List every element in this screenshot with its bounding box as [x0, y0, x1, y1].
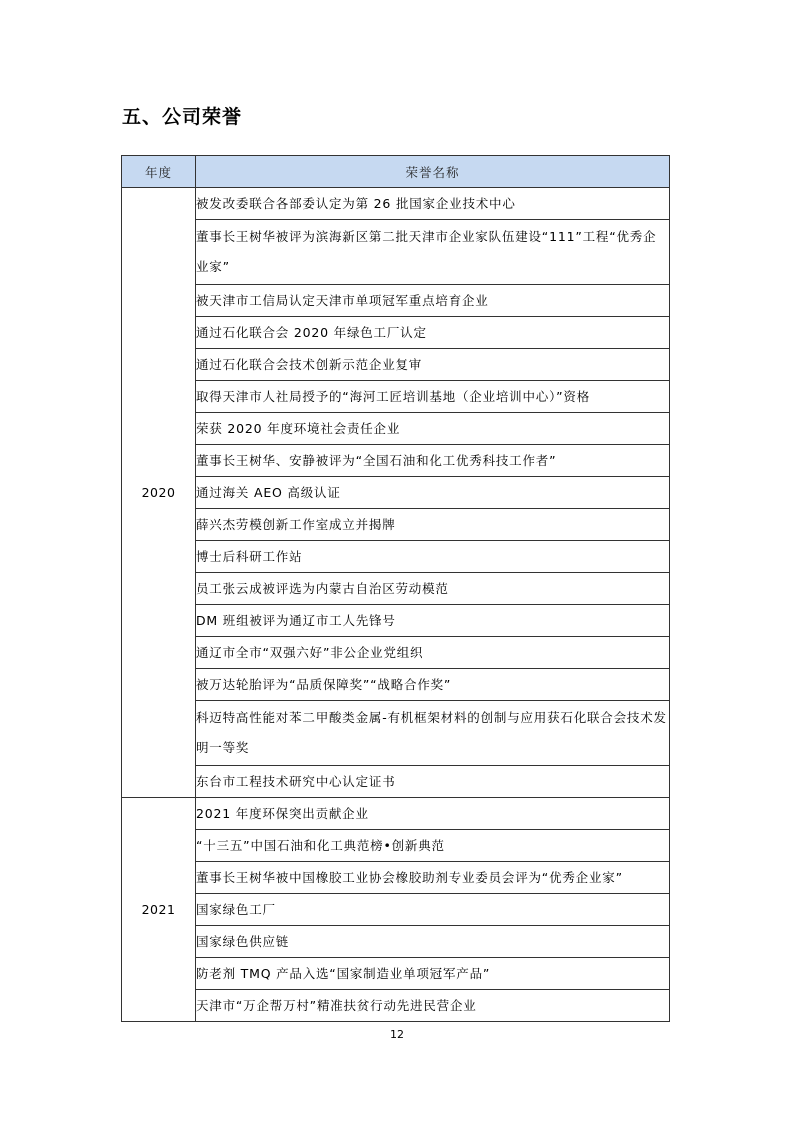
honor-name-cell: 国家绿色工厂: [196, 894, 670, 926]
table-row: [122, 766, 670, 798]
table-row: [122, 349, 670, 381]
table-row: [122, 958, 670, 990]
table-row: [122, 894, 670, 926]
table-row: [122, 798, 670, 830]
honor-name-cell: 2021 年度环保突出贡献企业: [196, 798, 670, 830]
table-row: [122, 926, 670, 958]
header-year: 年度: [122, 156, 196, 188]
honors-table: [121, 155, 670, 1022]
table-row: [122, 990, 670, 1022]
honor-name-cell: 通过石化联合会 2020 年绿色工厂认定: [196, 317, 670, 349]
honor-name-cell: 薛兴杰劳模创新工作室成立并揭牌: [196, 509, 670, 541]
honor-name-cell: 董事长王树华被评为滨海新区第二批天津市企业家队伍建设“111”工程“优秀企业家”: [196, 220, 670, 285]
table-row: [122, 285, 670, 317]
honor-name-cell: 董事长王树华被中国橡胶工业协会橡胶助剂专业委员会评为“优秀企业家”: [196, 862, 670, 894]
table-row: [122, 637, 670, 669]
honor-name-cell: 天津市“万企帮万村”精准扶贫行动先进民营企业: [196, 990, 670, 1022]
table-row: [122, 317, 670, 349]
honor-name-cell: 通辽市全市“双强六好”非公企业党组织: [196, 637, 670, 669]
table-row: [122, 541, 670, 573]
table-row: [122, 862, 670, 894]
honor-name-cell: 东台市工程技术研究中心认定证书: [196, 766, 670, 798]
honor-name-cell: 被发改委联合各部委认定为第 26 批国家企业技术中心: [196, 188, 670, 220]
honor-name-cell: 被万达轮胎评为“品质保障奖”“战略合作奖”: [196, 669, 670, 701]
table-row: [122, 477, 670, 509]
table-row: [122, 573, 670, 605]
year-cell: 2021: [122, 798, 196, 1022]
table-row: [122, 188, 670, 220]
table-row: [122, 413, 670, 445]
table-body: [122, 188, 670, 1022]
honor-name-cell: 被天津市工信局认定天津市单项冠军重点培育企业: [196, 285, 670, 317]
honor-name-cell: 取得天津市人社局授予的“海河工匠培训基地（企业培训中心）”资格: [196, 381, 670, 413]
table-row: [122, 669, 670, 701]
table-row: [122, 605, 670, 637]
honor-name-cell: DM 班组被评为通辽市工人先锋号: [196, 605, 670, 637]
honor-name-cell: 荣获 2020 年度环境社会责任企业: [196, 413, 670, 445]
table-row: [122, 509, 670, 541]
honor-name-cell: 员工张云成被评选为内蒙古自治区劳动模范: [196, 573, 670, 605]
honor-name-cell: 通过海关 AEO 高级认证: [196, 477, 670, 509]
honor-name-cell: 博士后科研工作站: [196, 541, 670, 573]
honor-name-cell: 董事长王树华、安静被评为“全国石油和化工优秀科技工作者”: [196, 445, 670, 477]
honor-name-cell: 国家绿色供应链: [196, 926, 670, 958]
page-number: 12: [390, 1028, 404, 1041]
table-row: [122, 381, 670, 413]
honor-name-cell: 通过石化联合会技术创新示范企业复审: [196, 349, 670, 381]
table-header: [122, 156, 670, 188]
header-honor-name: 荣誉名称: [196, 156, 670, 188]
table-row: [122, 445, 670, 477]
table-row: [122, 830, 670, 862]
year-cell: 2020: [122, 188, 196, 798]
honor-name-cell: 科迈特高性能对苯二甲酸类金属-有机框架材料的创制与应用获石化联合会技术发明一等奖: [196, 701, 670, 766]
section-title: 五、公司荣誉: [122, 106, 243, 128]
honor-name-cell: “十三五”中国石油和化工典范榜•创新典范: [196, 830, 670, 862]
table-row: [122, 220, 670, 285]
table-row: [122, 701, 670, 766]
honor-name-cell: 防老剂 TMQ 产品入选“国家制造业单项冠军产品”: [196, 958, 670, 990]
